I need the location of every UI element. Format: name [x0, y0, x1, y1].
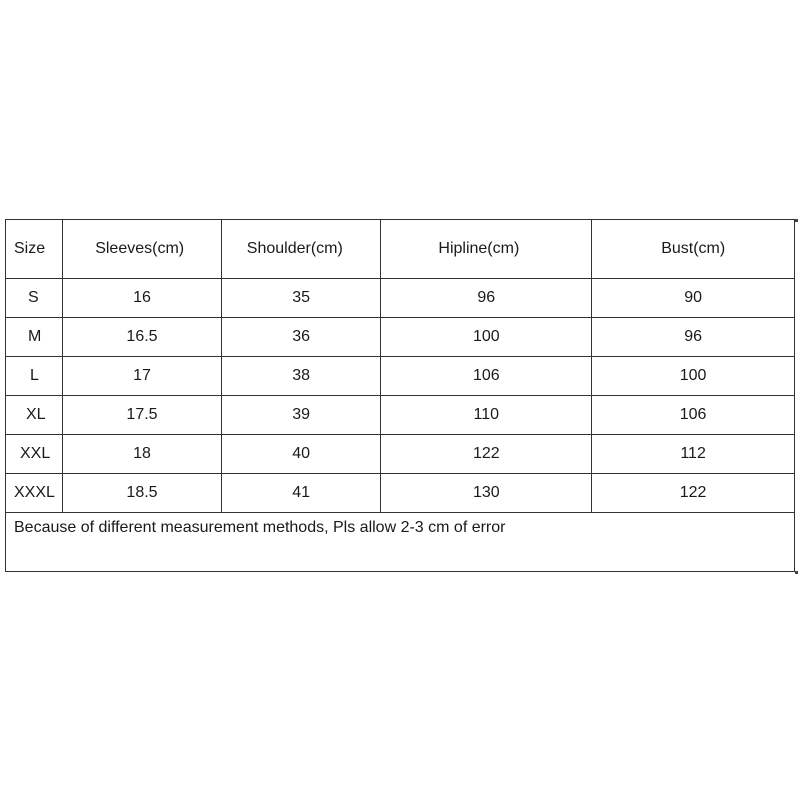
- bust-cell: 100: [592, 357, 795, 396]
- hipline-cell: 100: [381, 318, 592, 357]
- header-bust: Bust(cm): [592, 220, 795, 279]
- table-row: [6, 318, 795, 357]
- shoulder-cell: 40: [221, 435, 381, 474]
- note-row: [6, 513, 795, 572]
- table-row: [6, 435, 795, 474]
- table-row: [6, 279, 795, 318]
- header-size: Size: [6, 220, 63, 279]
- size-cell: L: [6, 357, 63, 396]
- edge-mark: [795, 219, 798, 222]
- size-cell: XXL: [6, 435, 63, 474]
- measurement-note: Because of different measurement methods, Pls allow 2-3 cm of error: [6, 513, 795, 572]
- hipline-cell: 106: [381, 357, 592, 396]
- hipline-cell: 96: [381, 279, 592, 318]
- table-row: [6, 396, 795, 435]
- bust-cell: 112: [592, 435, 795, 474]
- sleeves-cell: 17.5: [63, 396, 222, 435]
- sleeves-cell: 16.5: [63, 318, 222, 357]
- table-row: [6, 357, 795, 396]
- size-chart-table: [5, 219, 795, 572]
- size-cell: XXXL: [6, 474, 63, 513]
- bust-cell: 122: [592, 474, 795, 513]
- shoulder-cell: 36: [221, 318, 381, 357]
- edge-mark: [795, 571, 798, 574]
- table-header-row: [6, 220, 795, 279]
- header-sleeves: Sleeves(cm): [63, 220, 222, 279]
- header-hipline: Hipline(cm): [381, 220, 592, 279]
- bust-cell: 96: [592, 318, 795, 357]
- sleeves-cell: 16: [63, 279, 222, 318]
- header-shoulder: Shoulder(cm): [221, 220, 381, 279]
- hipline-cell: 110: [381, 396, 592, 435]
- bust-cell: 106: [592, 396, 795, 435]
- size-cell: M: [6, 318, 63, 357]
- sleeves-cell: 18.5: [63, 474, 222, 513]
- bust-cell: 90: [592, 279, 795, 318]
- sleeves-cell: 18: [63, 435, 222, 474]
- table-row: [6, 474, 795, 513]
- size-cell: XL: [6, 396, 63, 435]
- shoulder-cell: 39: [221, 396, 381, 435]
- shoulder-cell: 35: [221, 279, 381, 318]
- sleeves-cell: 17: [63, 357, 222, 396]
- shoulder-cell: 41: [221, 474, 381, 513]
- hipline-cell: 130: [381, 474, 592, 513]
- size-cell: S: [6, 279, 63, 318]
- shoulder-cell: 38: [221, 357, 381, 396]
- hipline-cell: 122: [381, 435, 592, 474]
